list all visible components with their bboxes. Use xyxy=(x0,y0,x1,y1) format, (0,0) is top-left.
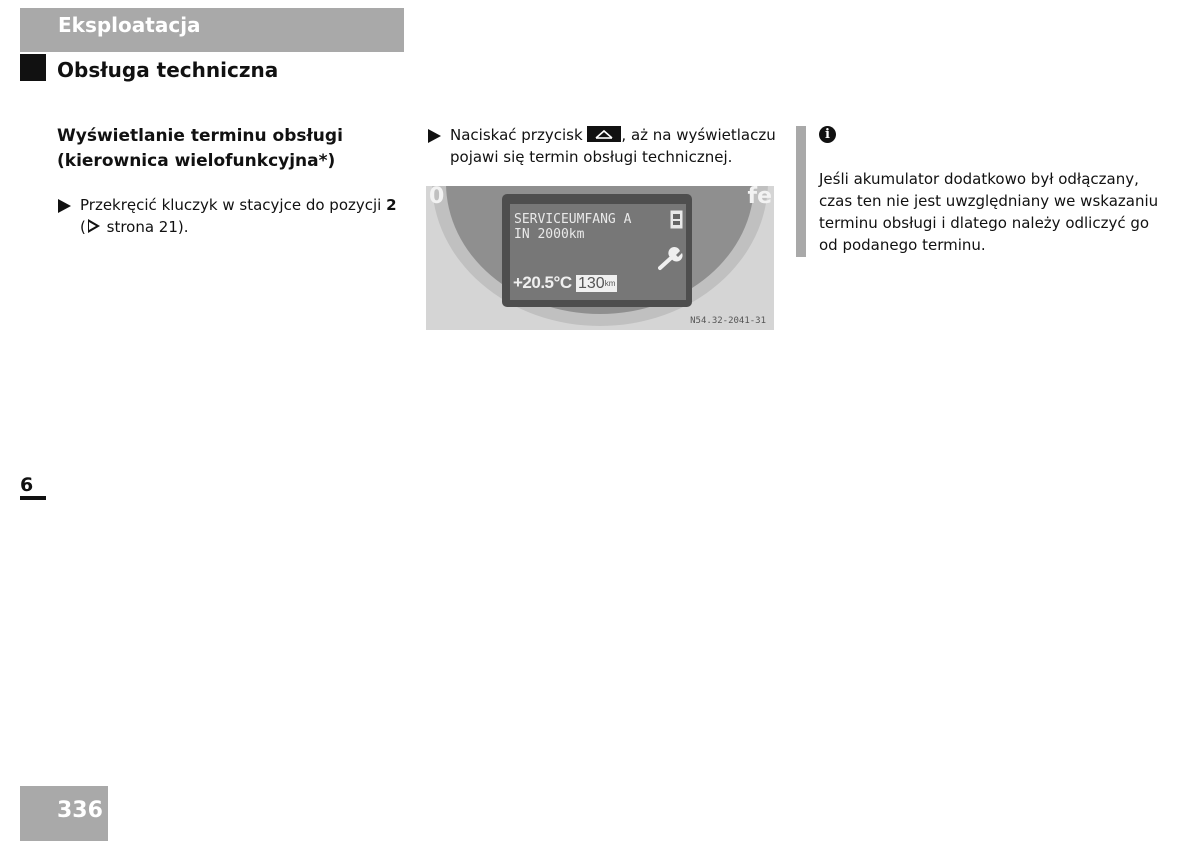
info-note-text: Jeśli akumulator dodatkowo był odłączany, czas ten nie jest uwzględniany we wskazaniu terminu obsługi i dlatego należy odliczyć go od podanego terminu. xyxy=(819,170,1159,254)
section-marker xyxy=(20,54,46,81)
step-turn-key xyxy=(57,194,402,238)
page-number: 336 xyxy=(20,786,108,841)
info-note xyxy=(819,168,1159,256)
outside-temperature: +20.5°C xyxy=(513,273,572,292)
page-reference-icon xyxy=(88,219,100,233)
page-ref-text: strona 21). xyxy=(101,218,189,236)
odometer-value: 130 xyxy=(578,275,605,292)
figure-code: N54.32-2041-31 xyxy=(690,316,766,326)
step-text-after: , aż na wyświetlaczu pojawi się termin obsługi technicznej. xyxy=(450,126,776,166)
step-arrow-icon xyxy=(428,129,441,143)
column-left xyxy=(57,124,402,238)
multifunction-display xyxy=(502,194,692,307)
up-arrow-button-icon xyxy=(587,126,621,142)
display-status-icon xyxy=(670,210,683,229)
display-screen xyxy=(510,204,686,300)
column-middle xyxy=(427,124,777,168)
chapter-number: 6 xyxy=(20,474,46,500)
info-icon: i xyxy=(819,126,836,143)
odometer-reading xyxy=(576,275,617,292)
step-text-before: Naciskać przycisk xyxy=(450,126,588,144)
page-ref-open: ( xyxy=(80,218,86,236)
step-arrow-icon xyxy=(58,199,71,213)
step-text: Przekręcić kluczyk w stacyjce do pozycji xyxy=(80,196,387,214)
section-title: Obsługa techniczna xyxy=(57,58,279,82)
display-service-line2: IN 2000km xyxy=(514,227,585,242)
odometer-unit: km xyxy=(604,279,616,288)
chapter-title: Eksploatacja xyxy=(58,13,201,37)
procedure-heading-line1: Wyświetlanie terminu obsługi xyxy=(57,126,343,146)
procedure-heading xyxy=(57,124,402,174)
gauge-label-right: fe xyxy=(747,186,772,209)
step-press-button xyxy=(427,124,777,168)
gauge-label-left: 0 xyxy=(429,186,445,209)
key-position: 2 xyxy=(386,196,397,214)
display-service-line1: SERVICEUMFANG A xyxy=(514,212,632,227)
note-bar xyxy=(796,126,806,257)
procedure-heading-line2: (kierownica wielofunkcyjna*) xyxy=(57,151,336,171)
chapter-tab xyxy=(20,8,404,52)
wrench-icon xyxy=(658,247,684,271)
instrument-cluster-figure xyxy=(426,186,774,330)
